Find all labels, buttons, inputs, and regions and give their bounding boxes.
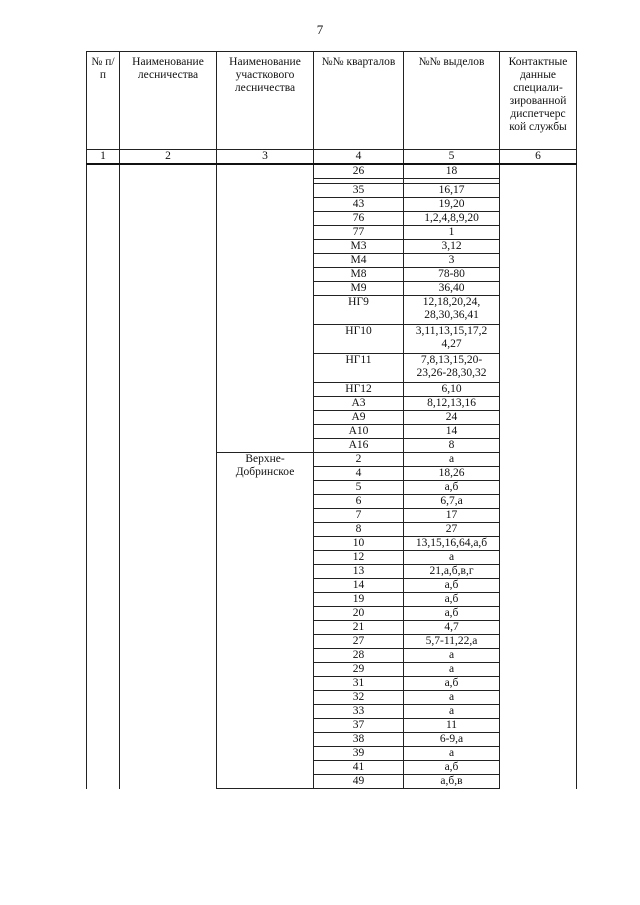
quarter-cell: 5 (314, 481, 404, 495)
header-cell: Контактные данные специали-зированной диспетчерс кой службы (500, 52, 577, 150)
table-row (87, 184, 577, 198)
header-cell: № п/п (87, 52, 120, 150)
parcels-cell: 3,11,13,15,17,2 4,27 (404, 325, 500, 354)
parcels-cell: 8 (404, 439, 500, 453)
quarter-cell: НГ9 (314, 296, 404, 325)
parcels-cell: 6,7,а (404, 495, 500, 509)
parcels-cell: 27 (404, 523, 500, 537)
quarter-cell: 6 (314, 495, 404, 509)
column-number: 6 (500, 150, 577, 165)
quarter-cell: М8 (314, 268, 404, 282)
forestry-table (86, 51, 577, 789)
empty-cell (500, 184, 577, 789)
quarter-cell: 20 (314, 607, 404, 621)
parcels-cell: 18,26 (404, 467, 500, 481)
empty-cell (120, 184, 217, 789)
district-cell (217, 184, 314, 453)
header-cell: Наименование участкового лесничества (217, 52, 314, 150)
quarter-cell: 14 (314, 579, 404, 593)
parcels-cell: а (404, 663, 500, 677)
parcels-cell: 3,12 (404, 240, 500, 254)
parcels-cell: 8,12,13,16 (404, 397, 500, 411)
header-cell: Наименование лесничества (120, 52, 217, 150)
column-number: 2 (120, 150, 217, 165)
quarter-cell: 10 (314, 537, 404, 551)
district-cell: Верхне-Добринское (217, 453, 314, 789)
parcels-cell: а (404, 551, 500, 565)
column-number: 1 (87, 150, 120, 165)
page-number: 7 (316, 22, 324, 37)
quarter-cell: 41 (314, 761, 404, 775)
quarter-cell: 19 (314, 593, 404, 607)
column-number: 5 (404, 150, 500, 165)
quarter-cell: А3 (314, 397, 404, 411)
parcels-cell: 13,15,16,64,а,б (404, 537, 500, 551)
parcels-cell: 6-9,а (404, 733, 500, 747)
quarter-cell: 32 (314, 691, 404, 705)
quarter-cell: 38 (314, 733, 404, 747)
parcels-cell: 6,10 (404, 383, 500, 397)
empty-cell (87, 164, 120, 179)
quarter-cell: 31 (314, 677, 404, 691)
parcels-cell: а,б (404, 677, 500, 691)
quarter-cell: 76 (314, 212, 404, 226)
table-body (87, 164, 577, 789)
quarter-cell: А10 (314, 425, 404, 439)
parcels-cell: 11 (404, 719, 500, 733)
quarter-cell: А9 (314, 411, 404, 425)
parcels-cell: а (404, 649, 500, 663)
parcels-cell: а,б (404, 481, 500, 495)
parcels-cell: 14 (404, 425, 500, 439)
empty-cell (500, 164, 577, 179)
empty-cell (120, 164, 217, 179)
parcels-cell: 18 (404, 164, 500, 179)
parcels-cell: а (404, 747, 500, 761)
quarter-cell: 12 (314, 551, 404, 565)
parcels-cell: 1,2,4,8,9,20 (404, 212, 500, 226)
parcels-cell: 12,18,20,24, 28,30,36,41 (404, 296, 500, 325)
parcels-cell: 1 (404, 226, 500, 240)
quarter-cell: 8 (314, 523, 404, 537)
header-cell: №№ кварталов (314, 52, 404, 150)
parcels-cell: 17 (404, 509, 500, 523)
parcels-cell: 19,20 (404, 198, 500, 212)
quarter-cell: 35 (314, 184, 404, 198)
quarter-cell: 39 (314, 747, 404, 761)
column-number-row (87, 150, 577, 165)
parcels-cell: 3 (404, 254, 500, 268)
parcels-cell: а,б (404, 607, 500, 621)
column-number: 4 (314, 150, 404, 165)
parcels-cell: а,б,в (404, 775, 500, 789)
quarter-cell: 4 (314, 467, 404, 481)
quarter-cell: 21 (314, 621, 404, 635)
header-row (87, 52, 577, 150)
parcels-cell: 78-80 (404, 268, 500, 282)
parcels-cell: 24 (404, 411, 500, 425)
parcels-cell: а,б (404, 579, 500, 593)
header-cell: №№ выделов (404, 52, 500, 150)
quarter-cell: А16 (314, 439, 404, 453)
quarter-cell: 33 (314, 705, 404, 719)
quarter-cell: М4 (314, 254, 404, 268)
parcels-cell: а,б (404, 761, 500, 775)
quarter-cell: 13 (314, 565, 404, 579)
parcels-cell: 5,7-11,22,а (404, 635, 500, 649)
parcels-cell: а (404, 453, 500, 467)
quarter-cell: 43 (314, 198, 404, 212)
empty-cell (217, 164, 314, 179)
quarter-cell: 77 (314, 226, 404, 240)
quarter-cell: 28 (314, 649, 404, 663)
parcels-cell: а,б (404, 593, 500, 607)
parcels-cell: 36,40 (404, 282, 500, 296)
parcels-cell: 4,7 (404, 621, 500, 635)
column-number: 3 (217, 150, 314, 165)
quarter-cell: М9 (314, 282, 404, 296)
quarter-cell: НГ12 (314, 383, 404, 397)
quarter-cell: 49 (314, 775, 404, 789)
quarter-cell: 27 (314, 635, 404, 649)
quarter-cell: 26 (314, 164, 404, 179)
parcels-cell: 21,а,б,в,г (404, 565, 500, 579)
parcels-cell: а (404, 691, 500, 705)
parcels-cell: а (404, 705, 500, 719)
quarter-cell: 7 (314, 509, 404, 523)
quarter-cell: 29 (314, 663, 404, 677)
quarter-cell: 2 (314, 453, 404, 467)
quarter-cell: НГ11 (314, 354, 404, 383)
parcels-cell: 7,8,13,15,20- 23,26-28,30,32 (404, 354, 500, 383)
parcels-cell: 16,17 (404, 184, 500, 198)
empty-cell (87, 184, 120, 789)
table-row (87, 164, 577, 179)
quarter-cell: НГ10 (314, 325, 404, 354)
quarter-cell: М3 (314, 240, 404, 254)
quarter-cell: 37 (314, 719, 404, 733)
